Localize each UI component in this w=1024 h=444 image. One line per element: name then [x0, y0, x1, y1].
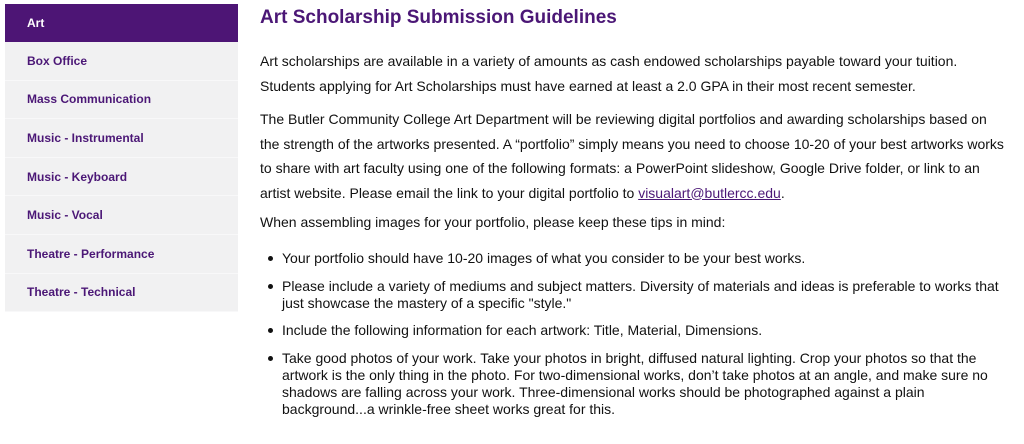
sidebar-item-label: Music - Instrumental: [27, 130, 144, 145]
sidebar-item-label: Art: [27, 16, 45, 30]
portfolio-paragraph-text: The Butler Community College Art Department will be reviewing digital portfolios and awarding scholarships based on the strength of the artworks presented. A “portfolio” simply means you need to choose 10-20 of your best artworks works to share with art faculty using one of the following formats: a PowerPoint slideshow, Google Drive folder, or link to an artist website. Please email the link to your digital portfolio to: [260, 111, 1004, 201]
sidebar-item-label: Theatre - Technical: [27, 285, 136, 300]
sidebar-nav: [5, 4, 238, 312]
list-item: Please include a variety of mediums and subject matters. Diversity of materials and ideas is preferable to works that just showcase the mastery of a specific "style.": [260, 278, 1003, 312]
sidebar-item-music-instrumental[interactable]: [5, 119, 238, 158]
sidebar-item-box-office[interactable]: [5, 42, 238, 81]
tips-intro-paragraph: When assembling images for your portfolio, please keep these tips in mind:: [260, 214, 726, 230]
sidebar-item-theatre-technical[interactable]: [5, 274, 238, 313]
list-item: Your portfolio should have 10-20 images of what you consider to be your best works.: [260, 250, 1003, 267]
sidebar-item-label: Music - Vocal: [27, 208, 103, 223]
sidebar-item-theatre-performance[interactable]: [5, 235, 238, 274]
sidebar-item-mass-communication[interactable]: [5, 81, 238, 120]
sidebar-item-label: Mass Communication: [27, 92, 152, 107]
sidebar-item-music-keyboard[interactable]: [5, 158, 238, 197]
sidebar-item-label: Music - Keyboard: [27, 169, 128, 184]
intro-paragraph: Art scholarships are available in a variety of amounts as cash endowed scholarships payable toward your tuition. Students applying for Art Scholarships must have earned at least a 2.0 GPA in their most recent semester.: [260, 53, 958, 94]
list-item: Include the following information for each artwork: Title, Material, Dimensions.: [260, 322, 1003, 339]
email-link[interactable]: visualart@butlercc.edu: [638, 184, 781, 201]
sidebar-item-art[interactable]: [5, 4, 238, 42]
sidebar-item-label: Theatre - Performance: [27, 246, 155, 261]
page-title: Art Scholarship Submission Guidelines: [260, 7, 617, 28]
list-item: Take good photos of your work. Take your photos in bright, diffused natural lighting. Crop your photos so that the artwork is the only thing in the photo. For two-dimensional works, don’t take photos at an angle, and make sure no shadows are falling across your work. Three-dimensional works should be photographed against a plain background...a wrinkle-free sheet works great for this.: [260, 350, 1003, 418]
sidebar-item-label: Box Office: [27, 53, 88, 68]
sidebar-item-music-vocal[interactable]: [5, 196, 238, 235]
portfolio-paragraph: The Butler Community College Art Department will be reviewing digital portfolios and awarding scholarships based on the strength of the artworks presented. A “portfolio” simply means you need to choose 10-20 of your best artworks works to share with art faculty using one of the following formats: a PowerPoint slideshow, Google Drive folder, or link to an artist website. Please email the link to your digital portfolio to visualart@butlercc.edu.: [260, 111, 1004, 201]
